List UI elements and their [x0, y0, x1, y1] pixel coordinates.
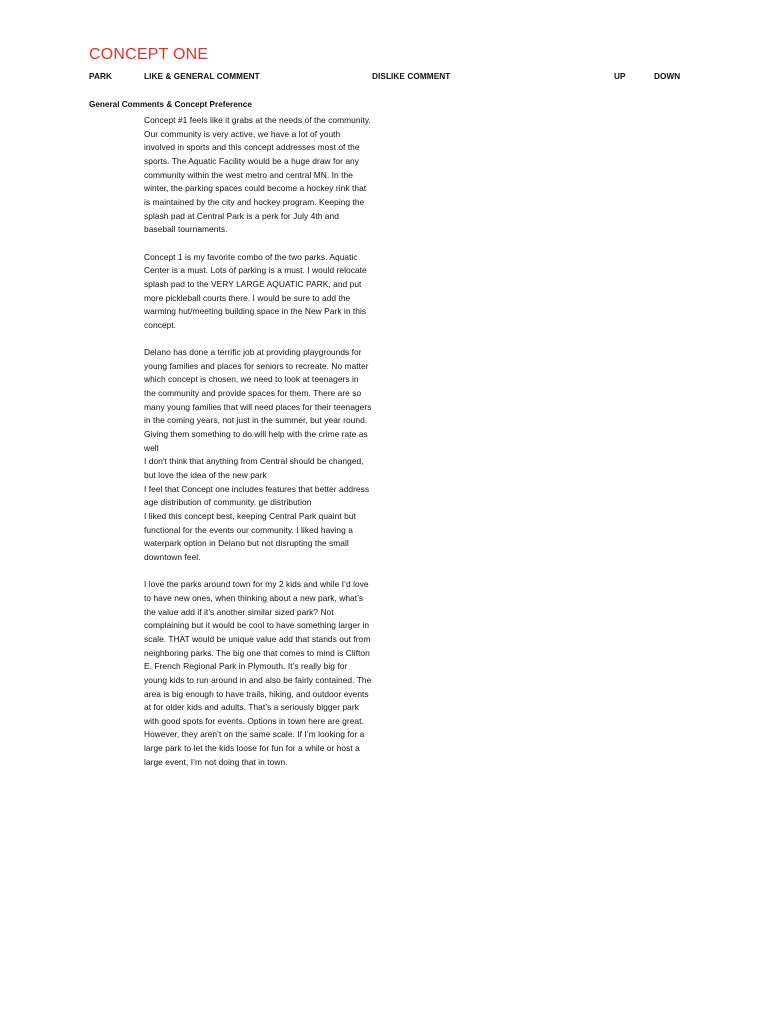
comment-list — [144, 114, 372, 769]
column-header-down: DOWN — [654, 72, 681, 81]
comment-1: Concept #1 feels like it grabs at the needs of the community. Our community is very active, we have a lot of youth involved in sports and this concept addresses most of the sports. The Aquatic Facility would be a huge draw for any community within the west metro and central MN. In the winter, the parking spaces could become a hockey rink that is maintained by the city and hockey program. Keeping the splash pad at Central Park is a perk for July 4th and baseball tournaments. — [144, 115, 371, 235]
column-header-park: PARK — [89, 72, 112, 81]
comment-6: I liked this concept best, keeping Central Park quaint but functional for the events our community. I liked having a waterpark option in Delano but not disrupting the small downtown feel. — [144, 511, 356, 562]
comment-5: I feel that Concept one includes features that better address age distribution of community. ge distribution — [144, 483, 370, 508]
column-header-dislike: DISLIKE COMMENT — [372, 72, 451, 81]
page-title: CONCEPT ONE — [89, 46, 209, 63]
column-header-up: UP — [614, 72, 626, 81]
comment-2: Concept 1 is my favorite combo of the two parks. Aquatic Center is a must. Lots of parking is a must. I would relocate splash pad to the VERY LARGE AQUATIC PARK, and put more pickleball courts there. I would be sure to add the warming hut/meeting building space in the New Park in this concept. — [144, 251, 367, 330]
column-header-like: LIKE & GENERAL COMMENT — [144, 72, 260, 81]
comment-7: I love the parks around town for my 2 kids and while I’d love to have new ones, when thinking about a new park, what’s the value add if it’s another similar sized park? Not complaining but it would be cool to have something larger in scale. THAT would be unique value add that stands out from neighboring parks. The big one that comes to mind is Clifton E. French Regional Park in Plymouth. It’s really big for young kids to run around in and also be fairly contained. The area is big enough to have trails, hiking, and outdoor events at for older kids and adults. That’s a seriously bigger park with good spots for events. Options in town here are great. However, they aren’t on the same scale. If I’m looking for a large park to let the kids loose for fun for a while or host a large event, I’m not doing that in town. — [144, 579, 372, 767]
comment-3: Delano has done a terrific job at providing playgrounds for young families and places for seniors to recreate. No matter which concept is chosen, we need to look at teenagers in the community and provide spaces for them. There are so many young families that will need places for their teenagers in the coming years, not just in the summer, but year round. Giving them something to do will help with the crime rate as well — [144, 347, 372, 453]
comment-4: I don't think that anything from Central should be changed, but love the idea of the new park — [144, 456, 364, 481]
section-label: General Comments & Concept Preference — [89, 100, 252, 109]
